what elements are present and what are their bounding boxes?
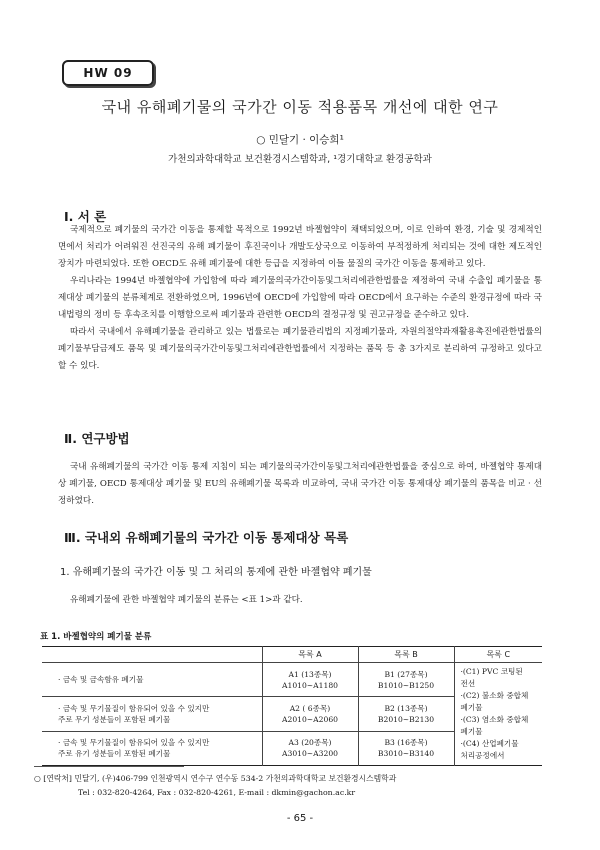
b-count: B2 (13종목) — [384, 703, 428, 713]
table-header: 목록 B — [358, 647, 454, 663]
section-intro-body — [58, 222, 542, 375]
c-item: ·(C4) 산업폐기물 처리공정에서 — [460, 739, 519, 760]
row-label: · 금속 및 무기물질이 함유되어 있을 수 있지만 주로 무기 성분들이 포함된 폐기물 — [42, 697, 262, 731]
a-range: A2010~A2060 — [282, 714, 338, 724]
section-intro-heading: Ⅰ. 서 론 — [64, 209, 107, 224]
contact-footnote — [34, 772, 554, 800]
b-count: B1 (27종목) — [384, 669, 428, 679]
table-corner — [42, 647, 262, 663]
section-list-heading: Ⅲ. 국내외 유해폐기물의 국가간 이동 통제대상 목록 — [64, 530, 349, 545]
a-range: A1010~A1180 — [282, 680, 338, 690]
list-c-cell — [454, 663, 542, 766]
b-count: B3 (16종목) — [384, 738, 428, 748]
subsection-heading: 1. 유해폐기물의 국가간 이동 및 그 처리의 통제에 관한 바젤협약 폐기물 — [60, 567, 372, 578]
list-a-cell — [262, 663, 358, 697]
b-range: B1010~B1250 — [377, 680, 435, 690]
author-line: ○ 민달기 · 이승희¹ — [256, 134, 344, 146]
intro-paragraph: 우리나라는 1994년 바젤협약에 가입함에 따라 폐기물의국가간이동및그처리에관한법률을 제정하여 국내 수출입 폐기물을 통제대상 폐기물의 분류체계로 전환하였으며, 1996년에 OECD에 가입함에 따라 OECD에서 요구하는 수준의 환경규정에 따라 국내법령의 정비 등 후속조치를 이행함으로써 폐기물과 관련한 OECD의 결정규정 및 권고규정을 준수하고 있다. — [58, 276, 542, 320]
table-row — [42, 663, 542, 697]
c-item: ·(C1) PVC 코팅된 전선 — [460, 667, 523, 688]
contact-phone-email: Tel : 032-820-4264, Fax : 032-820-4261, E-mail : dkmin@gachon.ac.kr — [78, 788, 356, 797]
table-caption: 표 1. 바젤협약의 폐기물 분류 — [40, 632, 152, 642]
method-paragraph: 국내 유해폐기물의 국가간 이동 통제 지침이 되는 폐기물의국가간이동및그처리에관한법률을 중심으로 하여, 바젤협약 통제대상 폐기물, OECD 통제대상 폐기물 및 EU의 유해폐기물 목록과 비교하여, 국내 국가간 이동 통제대상 폐기물의 품목을 비교 · 선정하였다. — [58, 462, 542, 506]
row-label: · 금속 및 금속함유 폐기물 — [42, 663, 262, 697]
row-label: · 금속 및 무기물질이 함유되어 있을 수 있지만 주로 유기 성분들이 포함된 폐기물 — [58, 738, 210, 759]
affiliation-line: 가천의과학대학교 보건환경시스템학과, ¹경기대학교 환경공학과 — [168, 154, 432, 165]
b-range: B3010~B3140 — [377, 749, 435, 759]
list-a-cell — [262, 731, 358, 765]
list-paragraph: 유해폐기물에 관한 바젤협약 폐기물의 분류는 <표 1>과 같다. — [70, 595, 303, 605]
section-method-body — [58, 459, 542, 510]
list-b-cell — [358, 731, 454, 765]
c-item: ·(C2) 불소화 중합체 폐기물 — [460, 691, 529, 712]
a-range: A3010~A3200 — [282, 749, 338, 759]
table-header: 목록 C — [454, 647, 542, 663]
b-range: B2010~B2130 — [377, 714, 435, 724]
list-b-cell — [358, 663, 454, 697]
a-count: A3 (20종목) — [288, 738, 332, 748]
session-tag: HW 09 — [62, 60, 154, 86]
paper-title: 국내 유해폐기물의 국가간 이동 적용품목 개선에 대한 연구 — [101, 98, 499, 116]
c-item: ·(C3) 염소화 중합체 폐기물 — [460, 715, 529, 736]
list-a-cell — [262, 697, 358, 731]
basel-category-table — [42, 646, 542, 766]
contact-address: ○ [연락처] 민달기, (우)406-799 인천광역시 연수구 연수동 534-2 가천의과학대학교 보건환경시스템학과 — [34, 774, 397, 783]
section-method-heading: Ⅱ. 연구방법 — [64, 431, 130, 446]
intro-paragraph: 따라서 국내에서 유해폐기물을 관리하고 있는 법률로는 폐기물관리법의 지정폐기물과, 자원의절약과재활용촉진에관한법률의 폐기물부담금제도 품목 및 폐기물의국가간이동및그처리에관한법률에서 지정하는 품목 등 총 3가지로 분리하여 규정하고 있다고 할 수 있다. — [58, 327, 542, 371]
section-list-body — [58, 592, 542, 609]
intro-paragraph: 국제적으로 폐기물의 국가간 이동을 통제할 목적으로 1992년 바젤협약이 채택되었으며, 이로 인하여 환경, 기술 및 경제적인 면에서 처리가 어려워진 선진국의 유해 폐기물이 후진국이나 개발도상국으로 이동하여 부적정하게 처리되는 것에 대한 제도적인 장치가 마련되었다. 또한 OECD도 유해 폐기물에 대한 등급을 지정하여 이들 물질의 국가간 이동을 통제하고 있다. — [58, 225, 542, 269]
table-header: 목록 A — [262, 647, 358, 663]
footnote-divider — [34, 766, 184, 767]
a-count: A2 ( 6종목) — [289, 703, 331, 713]
page-number: - 65 - — [286, 813, 314, 824]
a-count: A1 (13종목) — [288, 669, 332, 679]
list-b-cell — [358, 697, 454, 731]
